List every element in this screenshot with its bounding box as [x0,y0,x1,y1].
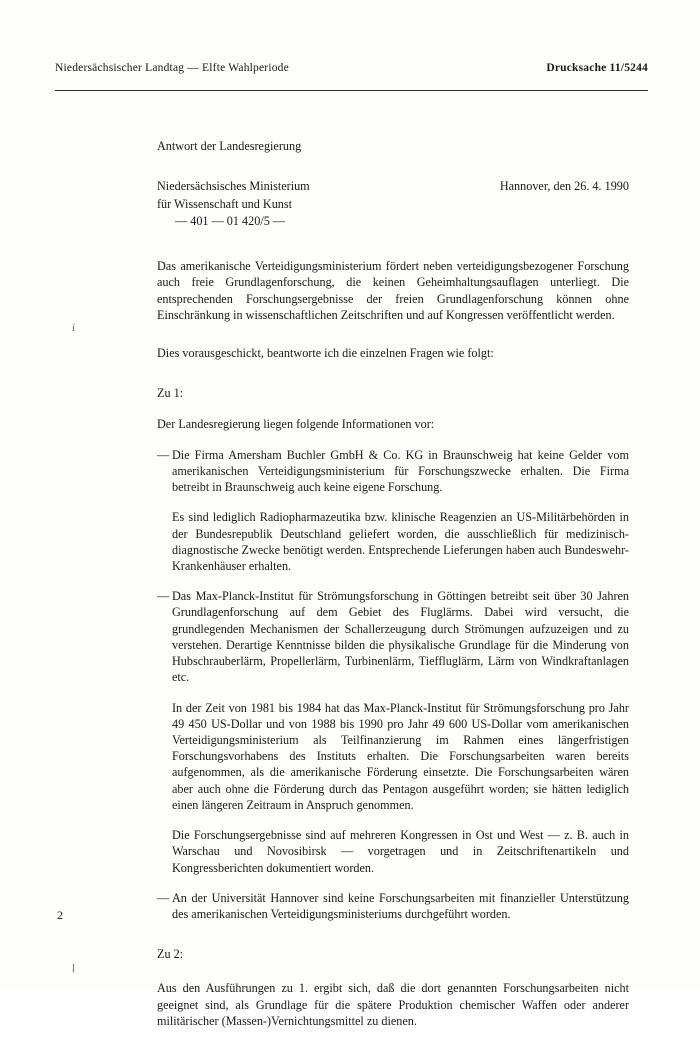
ministry-line-2: für Wissenschaft und Kunst [157,196,293,211]
ministry-address-block [157,178,629,230]
header-left-text: Niedersächsischer Landtag — Elfte Wahlperiode [55,62,289,74]
margin-mark-top: í [72,322,76,334]
list-item [157,447,629,496]
dash-marker: — [157,447,170,462]
answer-1-list-continued [157,588,629,685]
list-item-text: An der Universität Hannover sind keine Forschungsarbeiten mit finanzieller Unterstützung des amerikanischen Verteidigungsministeriums durchgeführt worden. [172,890,629,921]
question-2-label: Zu 2: [157,947,184,962]
header-right-text: Drucksache 11/5244 [546,62,648,74]
sub-paragraph-congresses: Die Forschungsergebnisse sind auf mehreren Kongressen in Ost und West — z. B. auch in Warschau und Novosibirsk — vorgetragen und in Zeitschriftenartikeln und Kongressberichten dokumentiert worden. [172,828,629,875]
question-1-label: Zu 1: [157,386,184,401]
list-item [157,890,629,922]
ministry-line-1: Niedersächsisches Ministerium [157,179,310,194]
question-1-lead: Der Landesregierung liegen folgende Informationen vor: [157,416,435,431]
ministry-reference: — 401 — 01 420/5 — [175,213,286,228]
question-2-answer: Aus den Ausführungen zu 1. ergibt sich, daß die dort genannten Forschungsarbeiten nicht geeignet sind, als Grundlage für die spätere Produktion chemischer Waffen oder anderer militärischer (Massen-)Vernichtungsmittel zu dienen. [157,981,629,1028]
ministry-address [157,178,310,230]
list-item-text: Die Firma Amersham Buchler GmbH & Co. KG in Braunschweig hat keine Gelder vom amerikanischen Verteidigungsministerium für Forschungszwecke erhalten. Die Firma betreibt in Braunschweig auch keine eigene Forschung. [172,447,629,495]
answer-1-list [157,447,629,496]
place-and-date: Hannover, den 26. 4. 1990 [499,179,629,194]
document-body [157,138,629,1044]
page-number: 2 [57,908,63,922]
sub-paragraph-funding: In der Zeit von 1981 bis 1984 hat das Max-Planck-Institut für Strömungsforschung pro Jahr 49 450 US-Dollar und von 1988 bis 1990 pro Jahr 49 600 US-Dollar vom amerikanischen Verteidigungsministerium als Teilfinanzierung im Rahmen eines längerfristigen Forschungsvorhabens des Instituts erhalten. Die Forschungsarbeiten waren bereits aufgenommen, als die amerikanische Förderung einsetzte. Die Forschungsarbeiten wären aber auch ohne die Förderung durch das Pentagon ausgeführt worden; sie hätten lediglich einen längeren Zeitraum in Anspruch genommen. [172,700,629,812]
dash-marker: — [157,589,170,604]
answer-1-list-final [157,890,629,922]
intro-paragraph: Das amerikanische Verteidigungsministerium fördert neben verteidigungsbezogener Forschung auch freie Grundlagenforschung, die keinen Geheimhaltungsauflagen unterliegt. Die entsprechenden Forschungsergebnisse der freien Grundlagenforschung können ohne Einschränkung in wissenschaftlichen Zeitschriften und auf Kongressen veröffentlicht werden. [157,259,629,322]
section-title: Antwort der Landesregierung [157,139,302,153]
list-item [157,588,629,685]
preface-paragraph: Dies vorausgeschickt, beantworte ich die einzelnen Fragen wie folgt: [157,346,494,361]
header-rule [55,90,648,91]
sub-paragraph-amersham: Es sind lediglich Radiopharmazeutika bzw. klinische Reagenzien an US-Militärbehörden in der Bundesrepublik Deutschland geliefert worden, die ausschließlich für medizinisch-diagnostische Zwecke benötigt werden. Entsprechende Lieferungen haben auch Bundeswehr-Krankenhäuser erhalten. [172,510,629,574]
margin-mark-bottom: ļ [72,962,76,974]
dash-marker: — [157,890,170,905]
list-item-text: Das Max-Planck-Institut für Strömungsforschung in Göttingen betreibt seit über 30 Jahren Grundlagenforschung auf dem Gebiet des Fluglärms. Dabei wird versucht, die grundlegenden Mechanismen der Schallerzeugung durch Strömungen aufzuzeigen und zu verstehen. Derartige Kenntnisse bilden die physikalische Grundlage für die Minderung von Hubschrauberlärm, Propellerlärm, Turbinenlärm, Tieffluglärm, Lärm von Windkraftanlagen etc. [172,589,629,685]
page-header [55,62,648,74]
